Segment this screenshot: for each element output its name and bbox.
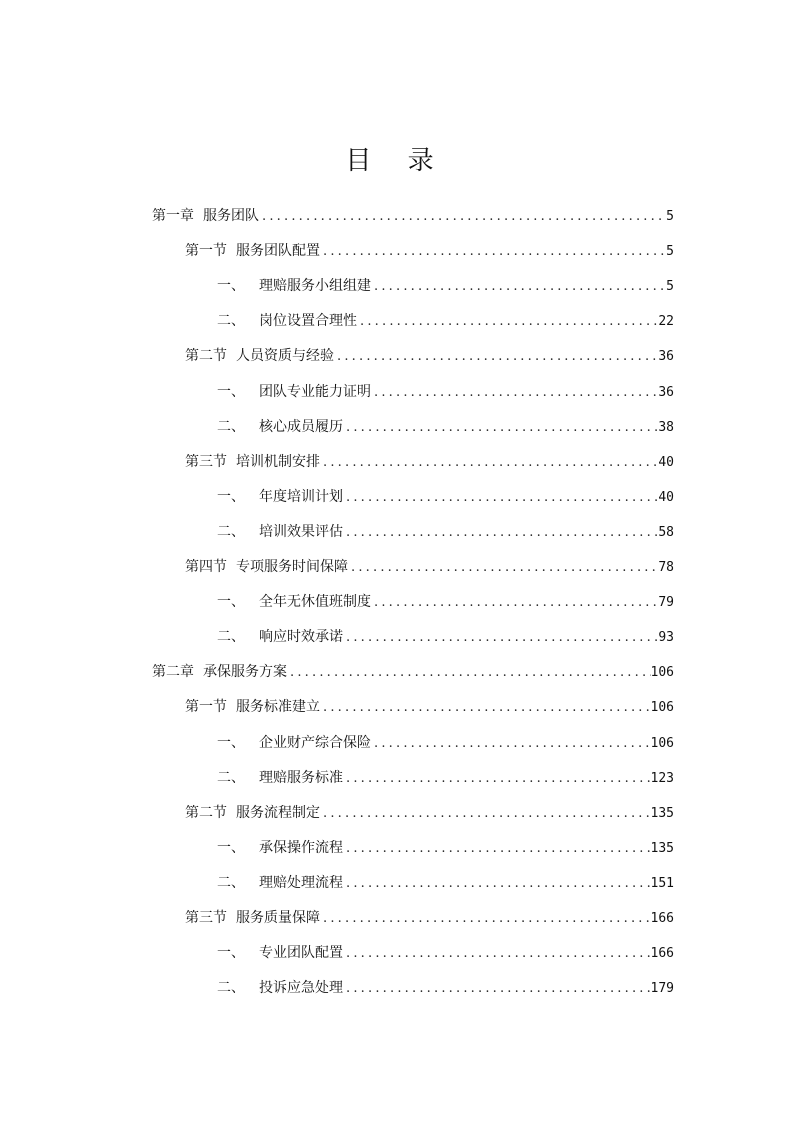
toc-entry-number: 二、	[217, 874, 245, 891]
toc-entry[interactable]	[217, 275, 674, 297]
toc-entry-number: 二、	[217, 313, 245, 330]
toc-entry-number: 一、	[217, 945, 245, 962]
toc-leader-dots	[343, 873, 651, 895]
toc-entry-label: 企业财产综合保险	[259, 734, 371, 751]
toc-page-number: 58	[658, 524, 674, 540]
toc-leader-dots	[287, 662, 651, 684]
toc-entry-number: 一、	[217, 734, 245, 751]
toc-entry[interactable]	[217, 872, 674, 894]
toc-page-number: 93	[658, 630, 674, 646]
toc-entry[interactable]	[152, 205, 674, 227]
toc-leader-dots	[348, 557, 658, 579]
toc-entry[interactable]	[217, 591, 674, 613]
toc-entry[interactable]	[185, 345, 674, 367]
toc-entry-number: 第二节	[185, 804, 227, 821]
toc-entry-number: 第三节	[185, 453, 227, 470]
toc-page-number: 135	[650, 840, 674, 856]
toc-entry-number: 一、	[217, 594, 245, 611]
toc-entry[interactable]	[217, 977, 674, 999]
toc-leader-dots	[343, 627, 658, 649]
toc-entry[interactable]	[217, 381, 674, 403]
toc-page-number: 5	[666, 279, 674, 295]
toc-entry-label: 专项服务时间保障	[236, 559, 348, 575]
toc-entry-label: 承保操作流程	[259, 839, 343, 856]
toc-entry-label: 全年无休值班制度	[259, 594, 371, 611]
toc-page-number: 123	[650, 770, 674, 786]
toc-entry[interactable]	[217, 521, 674, 543]
toc-entry-label: 服务流程制定	[236, 804, 320, 821]
toc-leader-dots	[343, 487, 658, 509]
toc-entry-label: 承保服务方案	[203, 664, 287, 681]
toc-entry[interactable]	[185, 802, 674, 824]
toc-page-number: 135	[650, 805, 674, 821]
toc-entry-label: 团队专业能力证明	[259, 383, 371, 400]
toc-entry[interactable]	[185, 907, 674, 929]
toc-entry-number: 一、	[217, 488, 245, 505]
toc-leader-dots	[371, 592, 658, 614]
toc-entry[interactable]	[217, 837, 674, 859]
toc-leader-dots	[343, 943, 651, 965]
toc-leader-dots	[343, 768, 651, 790]
toc-page-number: 5	[666, 244, 674, 260]
toc-leader-dots	[371, 382, 658, 404]
toc-entry-number: 一、	[217, 839, 245, 856]
toc-leader-dots	[371, 733, 651, 755]
toc-entry-label: 理赔处理流程	[259, 874, 343, 891]
toc-entry-label: 响应时效承诺	[259, 629, 343, 646]
toc-entry[interactable]	[152, 661, 674, 683]
toc-page-number: 179	[650, 981, 674, 997]
toc-page-number: 151	[650, 875, 674, 891]
toc-entry-label: 服务团队配置	[236, 243, 320, 260]
toc-entry-number: 二、	[217, 523, 245, 540]
toc-leader-dots	[320, 908, 651, 930]
toc-entry-number: 第三节	[185, 910, 227, 926]
toc-entry[interactable]	[217, 626, 674, 648]
toc-entry-number: 一、	[217, 278, 245, 295]
toc-entry-number: 第一节	[185, 699, 227, 716]
toc-entry-number: 第一节	[185, 243, 227, 260]
toc-entry[interactable]	[185, 451, 674, 473]
toc-entry-label: 培训机制安排	[236, 453, 320, 470]
toc-page-number: 166	[650, 911, 674, 926]
toc-entry-label: 岗位设置合理性	[259, 313, 357, 330]
toc-page-number: 38	[658, 419, 674, 435]
toc-entry-label: 专业团队配置	[259, 945, 343, 962]
toc-entry-label: 服务质量保障	[236, 910, 320, 926]
toc-entry[interactable]	[217, 416, 674, 438]
toc-entry-label: 理赔服务标准	[259, 769, 343, 786]
toc-entry[interactable]	[217, 310, 674, 332]
toc-leader-dots	[343, 838, 651, 860]
toc-entry-number: 第二章	[152, 664, 194, 681]
toc-entry[interactable]	[217, 942, 674, 964]
toc-page-number: 40	[658, 454, 674, 470]
toc-entry-number: 二、	[217, 629, 245, 646]
toc-entry-number: 二、	[217, 980, 245, 997]
toc-entry[interactable]	[217, 767, 674, 789]
toc-entry-label: 投诉应急处理	[259, 980, 343, 997]
toc-leader-dots	[343, 522, 658, 544]
toc-page-number: 36	[658, 349, 674, 365]
toc-page-number: 106	[650, 700, 674, 716]
toc-leader-dots	[334, 346, 658, 368]
toc-entry-label: 服务标准建立	[236, 699, 320, 716]
toc-leader-dots	[320, 241, 666, 263]
toc-entry-label: 核心成员履历	[259, 418, 343, 435]
toc-leader-dots	[371, 276, 666, 298]
toc-page-number: 22	[658, 314, 674, 330]
toc-leader-dots	[343, 978, 651, 1000]
toc-entry-number: 二、	[217, 769, 245, 786]
toc-page-number: 106	[650, 735, 674, 751]
toc-entry[interactable]	[185, 696, 674, 718]
toc-page-number: 79	[658, 595, 674, 611]
toc-page-number: 78	[658, 560, 674, 575]
toc-page-number: 36	[658, 384, 674, 400]
toc-entry-label: 培训效果评估	[259, 523, 343, 540]
toc-entry-number: 第一章	[152, 208, 194, 224]
toc-entry-number: 一、	[217, 383, 245, 400]
toc-page-number: 40	[658, 489, 674, 505]
toc-page-number: 106	[650, 665, 674, 681]
page-title: 目 录	[345, 146, 448, 176]
toc-leader-dots	[259, 206, 666, 228]
toc-entry[interactable]	[185, 240, 674, 262]
toc-entry-label: 服务团队	[203, 208, 259, 224]
toc-entry[interactable]	[217, 732, 674, 754]
toc-entry-number: 第四节	[185, 559, 227, 575]
toc-entry-number: 第二节	[185, 348, 227, 365]
toc-leader-dots	[357, 311, 658, 333]
toc-page-number: 166	[650, 946, 674, 962]
toc-leader-dots	[343, 417, 658, 439]
toc-entry[interactable]	[217, 486, 674, 508]
toc-leader-dots	[320, 803, 651, 825]
toc-entry-label: 人员资质与经验	[236, 348, 334, 365]
toc-entry-number: 二、	[217, 418, 245, 435]
toc-entry[interactable]	[185, 556, 674, 578]
toc-page-number: 5	[666, 209, 674, 224]
toc-entry-label: 年度培训计划	[259, 488, 343, 505]
toc-leader-dots	[320, 697, 651, 719]
toc-entry-label: 理赔服务小组组建	[259, 278, 371, 295]
toc-leader-dots	[320, 452, 658, 474]
